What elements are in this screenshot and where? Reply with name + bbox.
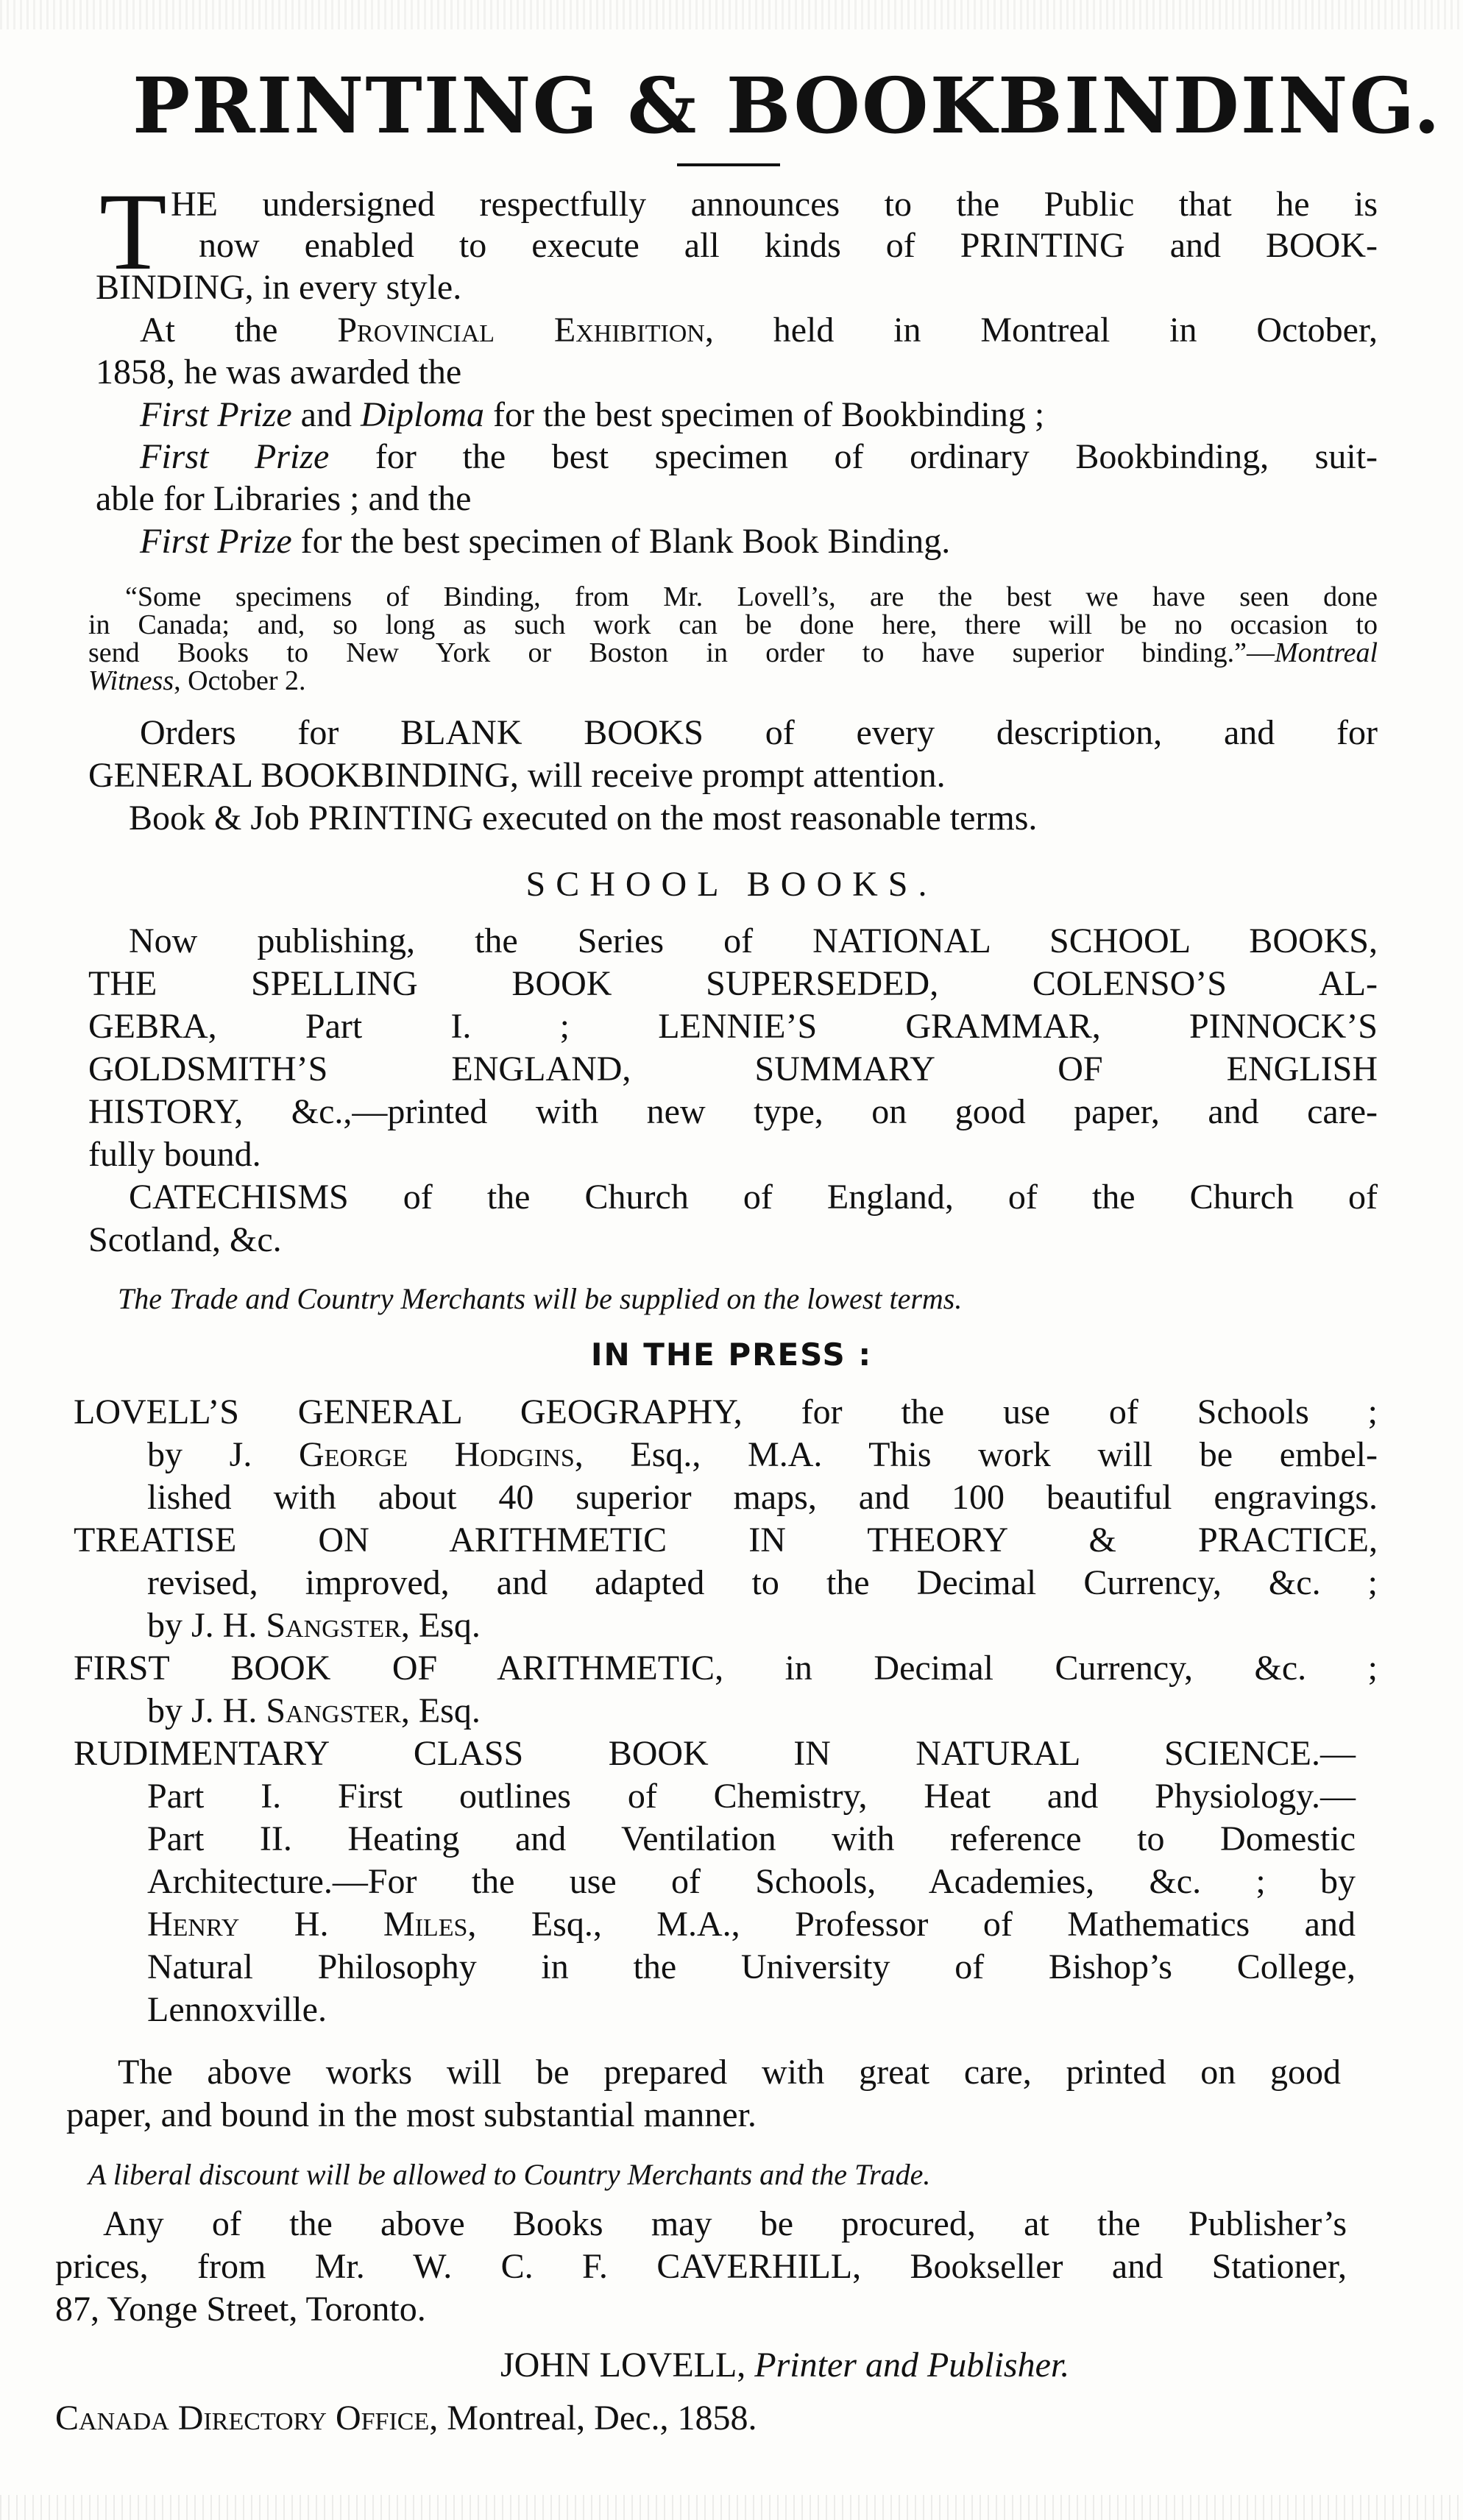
prize-3-label: First Prize xyxy=(140,522,292,561)
quote-line-1: “Some specimens of Binding, from Mr. Lovell’s, are the best we have seen done xyxy=(125,581,1378,612)
miles-title: , Esq., M.A., Professor of Mathematics and xyxy=(467,1905,1356,1944)
procure-line-1: Any of the above Books may be procured, at the Publisher’s xyxy=(103,2204,1347,2243)
geography-line-2 xyxy=(147,1437,1378,1473)
author-sangster-1: Sangster xyxy=(266,1606,401,1645)
school-line-6: fully bound. xyxy=(88,1135,261,1174)
exhibition-post: , held in Montreal in October, xyxy=(704,311,1378,350)
geography-by: by J. xyxy=(147,1435,252,1474)
prize-1-label: First Prize xyxy=(140,395,292,434)
quote-date: , October 2. xyxy=(174,665,306,696)
author-miles: Henry H. Miles xyxy=(147,1905,468,1944)
author-sangster-2: Sangster xyxy=(266,1691,401,1730)
exhibition-name: Provincial Exhibition xyxy=(337,311,705,350)
prize-2-label: First Prize xyxy=(140,437,330,476)
office-line xyxy=(55,2401,757,2436)
prize-1-text: for the best specimen of Bookbinding ; xyxy=(483,395,1045,434)
quote-line-3 xyxy=(88,639,1378,667)
geography-desc: , Esq., M.A. This work will be embel- xyxy=(574,1435,1378,1474)
prize-line-2b: able for Libraries ; and the xyxy=(96,479,472,518)
rudimentary-line-7: Lennoxville. xyxy=(147,1990,327,2029)
school-books-heading: SCHOOL BOOKS. xyxy=(525,865,938,904)
treatise-line-2: revised, improved, and adapted to the Decimal Currency, &c. ; xyxy=(147,1563,1378,1602)
closing-line-1: The above works will be prepared with great care, printed on good xyxy=(118,2053,1341,2092)
orders-line-1: Orders for BLANK BOOKS of every description, and for xyxy=(140,713,1378,752)
prize-line-3 xyxy=(140,524,950,559)
rudimentary-line-4: Architecture.—For the use of Schools, Academies, &c. ; by xyxy=(147,1862,1356,1901)
discount-notice: A liberal discount will be allowed to Country Merchants and the Trade. xyxy=(88,2158,931,2191)
title-rule xyxy=(677,163,780,166)
drop-cap: T xyxy=(99,171,167,293)
exhibition-pre: At the xyxy=(140,311,278,350)
prize-3-text: for the best specimen of Blank Book Binding. xyxy=(291,522,951,561)
trade-notice: The Trade and Country Merchants will be supplied on the lowest terms. xyxy=(118,1282,963,1315)
in-the-press-heading: IN THE PRESS : xyxy=(590,1337,873,1373)
treatise-line-1: TREATISE ON ARITHMETIC IN THEORY & PRACTICE, xyxy=(74,1521,1378,1560)
treatise-esq: , Esq. xyxy=(400,1606,481,1645)
rudimentary-line-3: Part II. Heating and Ventilation with reference to Domestic xyxy=(147,1819,1356,1858)
school-line-8: Scotland, &c. xyxy=(88,1220,282,1259)
prize-line-2 xyxy=(140,439,1378,475)
scan-edge-top xyxy=(0,0,1463,29)
page-title: PRINTING & BOOKBINDING. xyxy=(132,60,1442,151)
quote-line-4 xyxy=(88,667,306,695)
quote-text-3: send Books to New York or Boston in order to have superior binding.”— xyxy=(88,637,1275,668)
geography-line-1: LOVELL’S GENERAL GEOGRAPHY, for the use of Schools ; xyxy=(74,1392,1378,1431)
procure-line-2: prices, from Mr. W. C. F. CAVERHILL, Bookseller and Stationer, xyxy=(55,2247,1347,2286)
quote-source-b: Witness xyxy=(88,665,174,696)
signature xyxy=(500,2348,1069,2383)
diploma-label: Diploma xyxy=(360,395,484,434)
intro-line-1: HE undersigned respectfully announces to the Public that he is xyxy=(171,185,1378,224)
author-hodgins: George Hodgins xyxy=(299,1435,575,1474)
treatise-by: by J. H. xyxy=(147,1606,258,1645)
exhibition-line-1 xyxy=(140,313,1378,348)
school-line-5: HISTORY, &c.,—printed with new type, on good paper, and care- xyxy=(88,1092,1378,1131)
orders-line-2: GENERAL BOOKBINDING, will receive prompt attention. xyxy=(88,756,946,795)
signature-name: JOHN LOVELL, xyxy=(500,2346,746,2385)
quote-source-a: Montreal xyxy=(1274,637,1378,668)
intro-line-2: now enabled to execute all kinds of PRINTING and BOOK- xyxy=(199,226,1378,265)
school-line-7: CATECHISMS of the Church of England, of the Church of xyxy=(129,1178,1378,1217)
geography-line-3: lished with about 40 superior maps, and 100 beautiful engravings. xyxy=(147,1478,1378,1517)
first-book-line-2 xyxy=(147,1693,481,1729)
school-line-4: GOLDSMITH’S ENGLAND, SUMMARY OF ENGLISH xyxy=(88,1050,1378,1089)
treatise-line-3 xyxy=(147,1608,481,1643)
prize-1-and: and xyxy=(291,395,361,434)
orders-line-3: Book & Job PRINTING executed on the most reasonable terms. xyxy=(129,799,1038,838)
prize-2-text: for the best specimen of ordinary Bookbinding, suit- xyxy=(329,437,1378,476)
school-line-1: Now publishing, the Series of NATIONAL SCHOOL BOOKS, xyxy=(129,921,1378,960)
school-line-2: THE SPELLING BOOK SUPERSEDED, COLENSO’S AL- xyxy=(88,964,1378,1003)
rudimentary-line-1: RUDIMENTARY CLASS BOOK IN NATURAL SCIENCE.— xyxy=(74,1734,1356,1773)
rudimentary-line-5 xyxy=(147,1907,1356,1942)
intro-line-3: BINDING, in every style. xyxy=(96,268,462,307)
exhibition-line-2: 1858, he was awarded the xyxy=(96,353,462,392)
prize-line-1 xyxy=(140,397,1044,433)
office-date: , Montreal, Dec., 1858. xyxy=(429,2399,757,2438)
school-line-3: GEBRA, Part I. ; LENNIE’S GRAMMAR, PINNOCK’S xyxy=(88,1007,1378,1046)
office-name: Canada Directory Office xyxy=(55,2399,430,2438)
scan-edge-bottom xyxy=(0,2495,1463,2520)
closing-line-2: paper, and bound in the most substantial manner. xyxy=(66,2095,757,2134)
rudimentary-line-6: Natural Philosophy in the University of Bishop’s College, xyxy=(147,1947,1356,1986)
rudimentary-line-2: Part I. First outlines of Chemistry, Heat and Physiology.— xyxy=(147,1777,1356,1816)
procure-line-3: 87, Yonge Street, Toronto. xyxy=(55,2290,426,2329)
first-book-line-1: FIRST BOOK OF ARITHMETIC, in Decimal Currency, &c. ; xyxy=(74,1649,1378,1688)
first-book-esq: , Esq. xyxy=(400,1691,481,1730)
signature-role: Printer and Publisher. xyxy=(754,2346,1070,2385)
first-book-by: by J. H. xyxy=(147,1691,258,1730)
quote-line-2: in Canada; and, so long as such work can be done here, there will be no occasion to xyxy=(88,609,1378,640)
